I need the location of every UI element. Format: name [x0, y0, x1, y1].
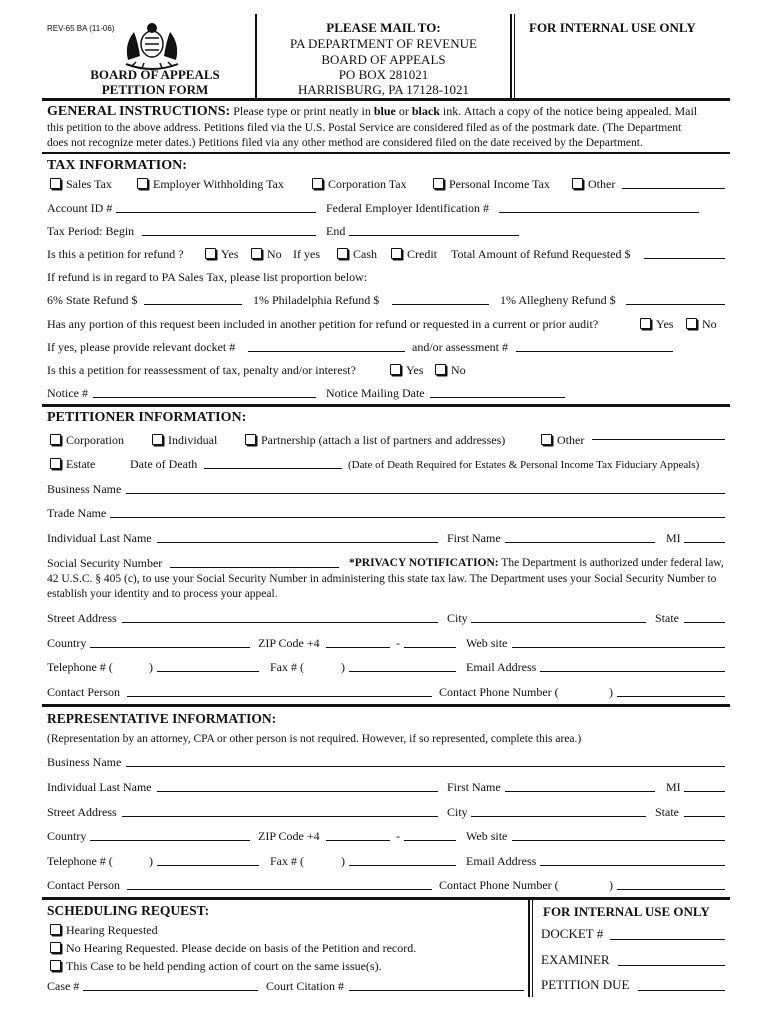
rep-country-field[interactable]: [90, 840, 250, 841]
petitioner-state-label: State: [655, 611, 679, 625]
rep-fax-field[interactable]: [349, 865, 456, 866]
internal-use-footer: FOR INTERNAL USE ONLY: [543, 904, 710, 919]
petitioner-telephone-label: Telephone # (: [47, 660, 113, 674]
assessment-label: and/or assessment #: [412, 340, 508, 354]
petitioner-business-name-field[interactable]: [126, 493, 725, 494]
rep-street-label: Street Address: [47, 805, 117, 819]
mail-to-line: PA DEPARTMENT OF REVENUE: [290, 36, 477, 51]
paren-close: ): [149, 660, 153, 674]
date-of-death-label: Date of Death: [130, 457, 198, 471]
other-tax-field[interactable]: [622, 188, 725, 189]
petitioner-mi-label: MI: [666, 531, 681, 545]
phila-refund-label: 1% Philadelphia Refund $: [253, 293, 380, 307]
zip-dash: -: [396, 829, 400, 843]
checkbox-label: No Hearing Requested. Please decide on basis of the Petition and record.: [66, 941, 417, 955]
privacy-label: *PRIVACY NOTIFICATION:: [349, 557, 499, 569]
other-petition-no[interactable]: [686, 317, 717, 331]
board-title: BOARD OF APPEALS: [90, 67, 220, 82]
checkbox[interactable]: [572, 178, 583, 189]
petitioner-street-label: Street Address: [47, 611, 117, 625]
form-id: REV-65 BA (11-06): [47, 24, 115, 33]
checkbox-label: Employer Withholding Tax: [153, 177, 284, 191]
mail-to-line: HARRISBURG, PA 17128-1021: [297, 82, 470, 97]
zip-dash: -: [396, 636, 400, 650]
tax-type-pit[interactable]: [433, 177, 550, 191]
ssn-field[interactable]: [170, 567, 339, 568]
checkbox-label: Partnership (attach a list of partners and addresses): [261, 433, 506, 447]
privacy-text: The Department is authorized under federal law,: [501, 557, 724, 569]
rep-state-label: State: [655, 805, 679, 819]
rep-email-field[interactable]: [540, 865, 725, 866]
rep-telephone-field[interactable]: [157, 865, 259, 866]
tax-type-sales[interactable]: [50, 177, 112, 191]
checkbox[interactable]: [391, 248, 402, 259]
petitioner-state-field[interactable]: [684, 622, 725, 623]
tax-type-other[interactable]: [572, 177, 615, 191]
refund-cash[interactable]: [337, 247, 377, 261]
period-begin-field[interactable]: [142, 235, 316, 236]
privacy-line-1: [349, 556, 724, 570]
instructions-text: Please type or print neatly in: [233, 104, 371, 118]
examiner-label: EXAMINER: [541, 952, 610, 967]
petition-due-field: [638, 990, 725, 991]
checkbox-label: Yes: [406, 363, 424, 377]
instructions-label: GENERAL INSTRUCTIONS:: [47, 104, 231, 119]
checkbox-label: Individual: [168, 433, 218, 447]
petitioner-last-name-label: Individual Last Name: [47, 531, 152, 545]
assessment-field[interactable]: [516, 351, 673, 352]
checkbox[interactable]: [686, 318, 697, 329]
checkbox-label: This Case to be held pending action of court on the same issue(s).: [66, 959, 382, 973]
petitioner-zip4-field[interactable]: [404, 647, 456, 648]
petitioner-email-label: Email Address: [466, 660, 537, 674]
notice-field[interactable]: [93, 397, 316, 398]
allegheny-refund-label: 1% Allegheny Refund $: [500, 293, 616, 307]
petitioner-other-field[interactable]: [592, 439, 725, 440]
ssn-label: Social Security Number: [47, 556, 163, 570]
case-number-label: Case #: [47, 979, 80, 993]
notice-label: Notice #: [47, 386, 88, 400]
checkbox-label: Corporation: [66, 433, 124, 447]
refund-no[interactable]: [251, 247, 282, 261]
rep-last-name-field[interactable]: [157, 791, 438, 792]
period-begin-label: Tax Period: Begin: [47, 224, 135, 238]
representative-section-title: REPRESENTATIVE INFORMATION:: [47, 711, 277, 726]
rep-first-name-label: First Name: [447, 780, 501, 794]
mail-to-heading: PLEASE MAIL TO:: [326, 20, 441, 35]
petitioner-web-field[interactable]: [512, 647, 725, 648]
date-of-death-note: (Date of Death Required for Estates & Personal Income Tax Fiduciary Appeals): [348, 459, 700, 471]
petitioner-first-name-label: First Name: [447, 531, 501, 545]
period-end-field[interactable]: [349, 235, 519, 236]
allegheny-refund-field[interactable]: [626, 304, 725, 305]
rep-web-label: Web site: [466, 829, 508, 843]
checkbox[interactable]: [435, 364, 446, 375]
checkbox[interactable]: [50, 434, 61, 445]
checkbox-label: Corporation Tax: [328, 177, 407, 191]
petitioner-type-other[interactable]: [541, 433, 584, 447]
instructions-line-3: does not recognize meter dates.) Petitions filed via any other method are considered filed on the date received by the Department.: [47, 137, 643, 149]
rep-mi-label: MI: [666, 780, 681, 794]
paren-close: ): [341, 660, 345, 674]
petitioner-type-partnership[interactable]: [245, 433, 505, 447]
checkbox-label: No: [702, 317, 717, 331]
trade-name-field[interactable]: [110, 517, 725, 518]
checkbox[interactable]: [640, 318, 651, 329]
rep-contact-field[interactable]: [127, 889, 432, 890]
petitioner-country-label: Country: [47, 636, 87, 650]
checkbox-label: Yes: [221, 247, 239, 261]
date-of-death-field[interactable]: [204, 468, 342, 469]
petitioner-fax-label: Fax # (: [270, 660, 304, 674]
total-refund-field[interactable]: [644, 258, 725, 259]
petitioner-section-title: PETITIONER INFORMATION:: [47, 410, 247, 425]
paren-close: ): [609, 878, 613, 892]
rep-zip-label: ZIP Code +4: [258, 829, 320, 843]
other-petition-yes[interactable]: [640, 317, 673, 331]
petitioner-business-name-label: Business Name: [47, 482, 122, 496]
petitioner-street-field[interactable]: [122, 622, 438, 623]
internal-use-header: FOR INTERNAL USE ONLY: [529, 20, 696, 35]
notice-date-label: Notice Mailing Date: [326, 386, 425, 400]
account-id-label: Account ID #: [47, 201, 113, 215]
checkbox[interactable]: [541, 434, 552, 445]
period-end-label: End: [326, 224, 346, 238]
checkbox[interactable]: [390, 364, 401, 375]
petitioner-type-estate[interactable]: [50, 457, 95, 471]
no-hearing-option[interactable]: [50, 941, 416, 955]
petitioner-contact-label: Contact Person: [47, 685, 120, 699]
petitioner-last-name-field[interactable]: [157, 542, 438, 543]
checkbox[interactable]: [50, 960, 61, 971]
rep-state-field[interactable]: [684, 816, 725, 817]
rep-contact-label: Contact Person: [47, 878, 120, 892]
rep-business-name-label: Business Name: [47, 755, 122, 769]
petitioner-email-field[interactable]: [540, 671, 725, 672]
rep-city-label: City: [447, 805, 468, 819]
reassessment-no[interactable]: [435, 363, 466, 377]
account-id-field[interactable]: [116, 212, 316, 213]
rep-contact-phone-field[interactable]: [617, 889, 725, 890]
checkbox-label: Personal Income Tax: [449, 177, 550, 191]
pending-court-option[interactable]: [50, 959, 382, 973]
state-refund-field[interactable]: [144, 304, 242, 305]
court-citation-label: Court Citation #: [266, 979, 344, 993]
rep-fax-label: Fax # (: [270, 854, 304, 868]
rep-contact-phone-label: Contact Phone Number (: [439, 878, 559, 892]
checkbox[interactable]: [152, 434, 163, 445]
petition-due-label: PETITION DUE: [541, 977, 630, 992]
or-text: or: [398, 104, 409, 118]
checkbox[interactable]: [50, 924, 61, 935]
rep-mi-field[interactable]: [684, 791, 725, 792]
state-refund-label: 6% State Refund $: [47, 293, 138, 307]
rep-zip4-field[interactable]: [404, 840, 456, 841]
checkbox-label: Credit: [407, 247, 437, 261]
tax-type-withholding[interactable]: [137, 177, 284, 191]
tax-type-corporation[interactable]: [312, 177, 407, 191]
court-citation-field[interactable]: [349, 990, 524, 991]
checkbox-label: Hearing Requested: [66, 923, 158, 937]
refund-credit[interactable]: [391, 247, 437, 261]
blue-ink-text: blue: [373, 104, 396, 118]
petitioner-country-field[interactable]: [90, 647, 250, 648]
fein-label: Federal Employer Identification #: [326, 201, 489, 215]
checkbox[interactable]: [312, 178, 323, 189]
petitioner-zip-field[interactable]: [326, 647, 390, 648]
mail-to-line: BOARD OF APPEALS: [321, 52, 446, 67]
checkbox-label: Cash: [353, 247, 377, 261]
checkbox[interactable]: [50, 458, 61, 469]
form-title: PETITION FORM: [101, 82, 209, 97]
checkbox[interactable]: [251, 248, 262, 259]
petitioner-first-name-field[interactable]: [505, 542, 655, 543]
checkbox-label: Sales Tax: [66, 177, 112, 191]
notice-date-field[interactable]: [430, 397, 565, 398]
checkbox-label: Estate: [66, 457, 96, 471]
petitioner-fax-field[interactable]: [349, 671, 456, 672]
rep-telephone-label: Telephone # (: [47, 854, 113, 868]
checkbox[interactable]: [245, 434, 256, 445]
black-ink-text: black: [411, 104, 440, 118]
rep-city-field[interactable]: [471, 816, 646, 817]
tax-section-title: TAX INFORMATION:: [47, 158, 187, 173]
total-refund-label: Total Amount of Refund Requested $: [451, 247, 631, 261]
checkbox-label: No: [451, 363, 466, 377]
fein-field[interactable]: [499, 212, 699, 213]
rep-street-field[interactable]: [122, 816, 438, 817]
examiner-field: [618, 965, 725, 966]
docket-label: If yes, please provide relevant docket #: [47, 340, 236, 354]
rep-country-label: Country: [47, 829, 87, 843]
privacy-line-3: establish your identity and to process your appeal.: [47, 588, 278, 600]
petitioner-contact-phone-label: Contact Phone Number (: [439, 685, 559, 699]
rep-business-name-field[interactable]: [126, 766, 725, 767]
checkbox[interactable]: [433, 178, 444, 189]
refund-question: Is this a petition for refund ?: [47, 247, 184, 261]
instructions-text: ink. Attach a copy of the notice being appealed. Mail: [442, 104, 698, 118]
petitioner-city-label: City: [447, 611, 468, 625]
checkbox-label: Other: [557, 433, 585, 447]
reassessment-question: Is this a petition for reassessment of tax, penalty and/or interest?: [47, 363, 356, 377]
checkbox-label: Other: [588, 177, 616, 191]
privacy-line-2: 42 U.S.C. § 405 (c), to use your Social Security Number in administering this state tax law. The Department uses your Social Security Number to: [47, 573, 717, 585]
pa-seal-icon: [118, 20, 186, 70]
petitioner-city-field[interactable]: [471, 622, 646, 623]
checkbox[interactable]: [337, 248, 348, 259]
checkbox-label: Yes: [656, 317, 674, 331]
case-number-field[interactable]: [83, 990, 258, 991]
petitioner-contact-field[interactable]: [127, 696, 432, 697]
refund-yes[interactable]: [205, 247, 238, 261]
internal-docket-field: [610, 939, 725, 940]
reassessment-yes[interactable]: [390, 363, 423, 377]
petitioner-type-individual[interactable]: [152, 433, 217, 447]
hearing-requested-option[interactable]: [50, 923, 158, 937]
docket-field[interactable]: [248, 351, 405, 352]
instructions-line-2: this petition to the above address. Petitions filed via the U.S. Postal Service are considered filed as of the postmark date. (The Department: [47, 122, 682, 134]
other-petition-question: Has any portion of this request been included in another petition for refund or requested in a current or prior audit?: [47, 317, 599, 331]
petitioner-zip-label: ZIP Code +4: [258, 636, 320, 650]
sales-tax-note: If refund is in regard to PA Sales Tax, please list proportion below:: [47, 270, 368, 284]
checkbox[interactable]: [50, 178, 61, 189]
trade-name-label: Trade Name: [47, 506, 107, 520]
petitioner-web-label: Web site: [466, 636, 508, 650]
rep-first-name-field[interactable]: [505, 791, 655, 792]
rep-email-label: Email Address: [466, 854, 537, 868]
scheduling-section-title: SCHEDULING REQUEST:: [47, 903, 210, 918]
mail-to-line: PO BOX 281021: [338, 67, 429, 82]
paren-close: ): [341, 854, 345, 868]
phila-refund-field[interactable]: [392, 304, 489, 305]
petitioner-mi-field[interactable]: [684, 542, 725, 543]
representative-note: (Representation by an attorney, CPA or other person is not required. However, if so represented, complete this area.): [47, 733, 582, 745]
checkbox[interactable]: [137, 178, 148, 189]
petitioner-contact-phone-field[interactable]: [617, 696, 725, 697]
paren-close: ): [609, 685, 613, 699]
checkbox[interactable]: [205, 248, 216, 259]
petitioner-telephone-field[interactable]: [157, 671, 259, 672]
checkbox-label: No: [267, 247, 282, 261]
docket-number-label: DOCKET #: [541, 926, 604, 941]
rep-last-name-label: Individual Last Name: [47, 780, 152, 794]
petitioner-type-corporation[interactable]: [50, 433, 124, 447]
if-yes-label: If yes: [293, 247, 320, 261]
checkbox[interactable]: [50, 942, 61, 953]
instructions-line-1: [47, 104, 697, 119]
rep-zip-field[interactable]: [326, 840, 390, 841]
paren-close: ): [149, 854, 153, 868]
rep-web-field[interactable]: [512, 840, 725, 841]
